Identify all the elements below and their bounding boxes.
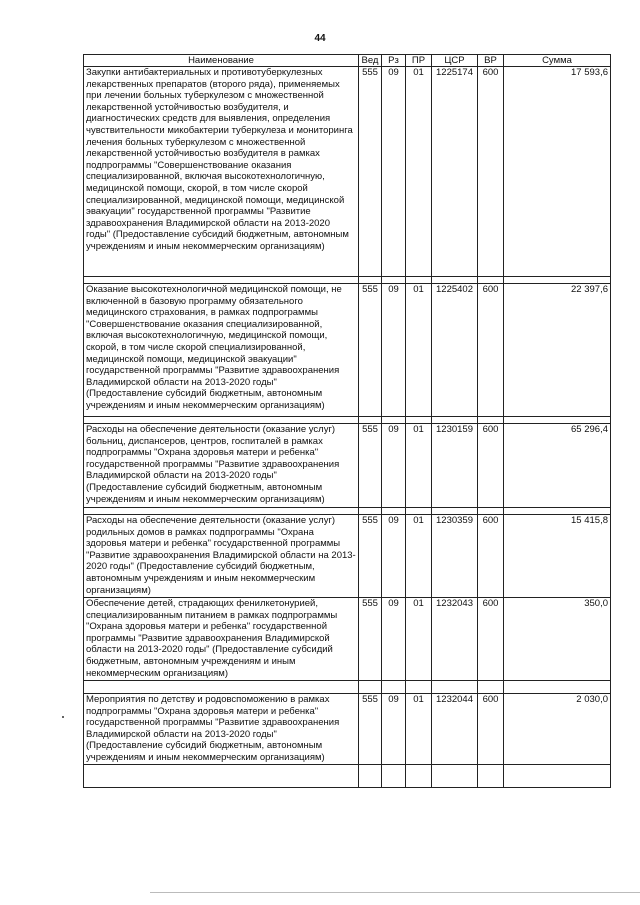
row-vr: 600 [478,67,504,277]
budget-table [83,54,611,788]
row-spacer [84,417,611,424]
row-csr: 1230359 [432,515,478,598]
table-row [84,67,611,277]
row-ved: 555 [359,694,382,765]
row-ved: 555 [359,598,382,681]
row-name: Обеспечение детей, страдающих фенилкетонурией, специализированным питанием в рамках подпрограммы "Охрана здоровья матери и ребенка" государственной программы "Развитие здравоохранения Владимирской области на 2013-2020 годы" (Предоставление субсидий бюджетным, автономным учреждениям и иным некоммерческим организациям) [84,598,359,681]
row-pr: 01 [406,424,432,508]
row-ved: 555 [359,515,382,598]
row-sum: 17 593,6 [504,67,611,277]
row-vr: 600 [478,284,504,417]
row-pr: 01 [406,694,432,765]
header-pr: ПР [406,55,432,67]
table-row [84,515,611,598]
table-row [84,598,611,681]
row-csr: 1225402 [432,284,478,417]
row-vr: 600 [478,694,504,765]
row-name: Расходы на обеспечение деятельности (оказание услуг) больниц, диспансеров, центров, госпиталей в рамках подпрограммы "Охрана здоровья матери и ребенка" государственной программы "Развитие здравоохранения Владимирской области на 2013-2020 годы" (Предоставление субсидий бюджетным, автономным учреждениям и иным некоммерческим организациям) [84,424,359,508]
header-name: Наименование [84,55,359,67]
row-vr: 600 [478,424,504,508]
row-ved: 555 [359,67,382,277]
row-sum: 65 296,4 [504,424,611,508]
budget-table-wrapper [83,54,610,788]
row-ved: 555 [359,284,382,417]
row-spacer [84,765,611,788]
row-pr: 01 [406,598,432,681]
row-sum: 22 397,6 [504,284,611,417]
table-row [84,424,611,508]
row-pr: 01 [406,515,432,598]
row-sum: 15 415,8 [504,515,611,598]
row-vr: 600 [478,598,504,681]
row-rz: 09 [382,598,406,681]
row-csr: 1230159 [432,424,478,508]
row-csr: 1232043 [432,598,478,681]
header-sum: Сумма [504,55,611,67]
page-number: 44 [314,33,326,44]
row-ved: 555 [359,424,382,508]
row-spacer [84,508,611,515]
row-name: Расходы на обеспечение деятельности (оказание услуг) родильных домов в рамках подпрограммы "Охрана здоровья матери и ребенка" государственной программы "Развитие здравоохранения Владимирской области на 2013-2020 годы" (Предоставление субсидий бюджетным, автономным учреждениям и иным некоммерческим организациям) [84,515,359,598]
row-sum: 2 030,0 [504,694,611,765]
header-rz: Рз [382,55,406,67]
row-rz: 09 [382,284,406,417]
row-sum: 350,0 [504,598,611,681]
header-ved: Вед [359,55,382,67]
scan-edge-line [150,892,640,893]
row-vr: 600 [478,515,504,598]
row-rz: 09 [382,515,406,598]
row-pr: 01 [406,284,432,417]
table-row [84,694,611,765]
header-csr: ЦСР [432,55,478,67]
row-spacer [84,277,611,284]
row-csr: 1232044 [432,694,478,765]
header-vr: ВР [478,55,504,67]
row-spacer [84,681,611,694]
table-header-row [84,55,611,67]
row-csr: 1225174 [432,67,478,277]
margin-dot [62,716,64,718]
row-rz: 09 [382,694,406,765]
row-name: Мероприятия по детству и родовспоможению в рамках подпрограммы "Охрана здоровья матери и ребенка" государственной программы "Развитие здравоохранения Владимирской области на 2013-2020 годы" (Предоставление субсидий бюджетным, автономным учреждениям и иным некоммерческим организациям) [84,694,359,765]
row-rz: 09 [382,67,406,277]
table-row [84,284,611,417]
row-name: Оказание высокотехнологичной медицинской помощи, не включенной в базовую программу обязательного медицинского страхования, в рамках подпрограммы "Совершенствование оказания специализированной, включая высокотехнологичную, медицинской помощи, скорой, в том числе скорой специализированной, медицинской помощи, медицинской эвакуации" государственной программы "Развитие здравоохранения Владимирской области на 2013-2020 годы" (Предоставление субсидий бюджетным, автономным учреждениям и иным некоммерческим организациям) [84,284,359,417]
row-pr: 01 [406,67,432,277]
row-rz: 09 [382,424,406,508]
row-name: Закупки антибактериальных и противотуберкулезных лекарственных препаратов (второго ряда), применяемых при лечении больных туберкулезом с множественной лекарственной устойчивостью возбудителя, и диагностических средств для выявления, определения чувствительности микобактерии туберкулеза и мониторинга лечения больных туберкулезом с множественной лекарственной устойчивостью возбудителя в рамках подпрограммы "Совершенствование оказания специализированной, включая высокотехнологичную, медицинской помощи, скорой, в том числе скорой специализированной, медицинской помощи, медицинской эвакуации" государственной программы "Развитие здравоохранения Владимирской области на 2013-2020 годы" (Предоставление субсидий бюджетным, автономным учреждениям и иным некоммерческим организациям) [84,67,359,277]
